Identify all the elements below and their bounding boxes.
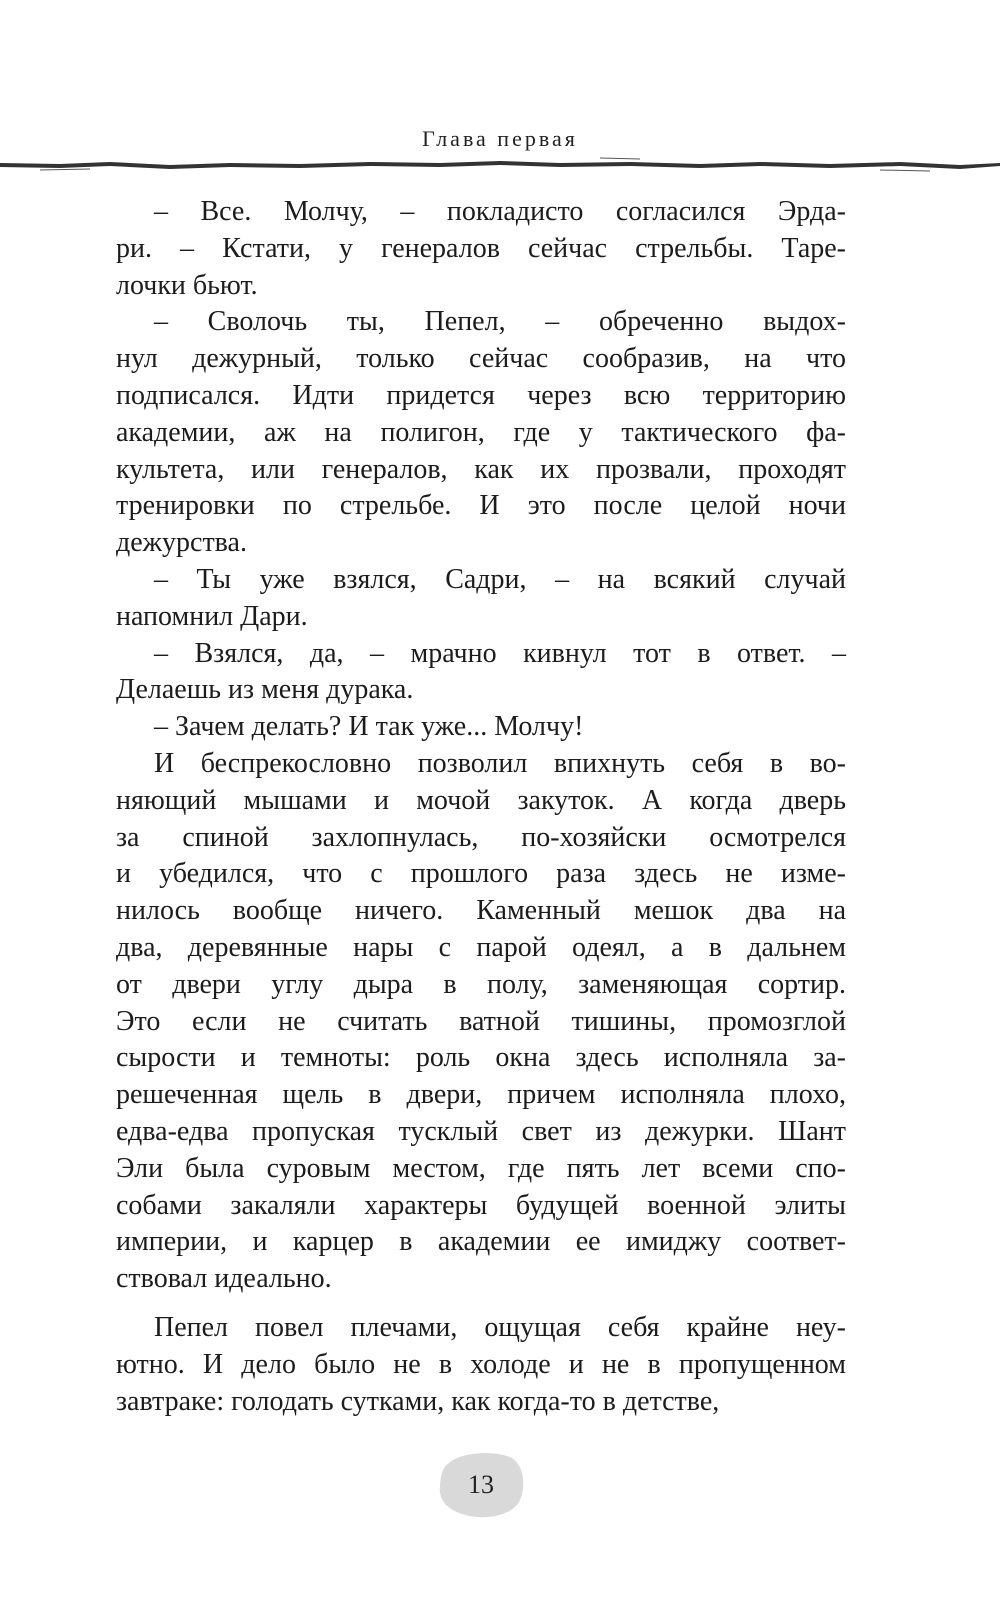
page-footer xyxy=(0,1450,1000,1520)
text-line: два, деревянные нары с парой одеял, а в дальнем xyxy=(116,931,846,963)
text-line: лочки бьют. xyxy=(116,269,258,301)
paragraph xyxy=(116,709,846,746)
text-line: напомнил Дари. xyxy=(116,600,308,632)
text-line: ри. – Кстати, у генералов сейчас стрельбы. Таре- xyxy=(116,232,846,264)
text-line: ютно. И дело было не в холоде и не в пропущенном xyxy=(116,1348,846,1380)
paragraph xyxy=(116,1310,846,1420)
text-line: сырости и темноты: роль окна здесь исполняла за- xyxy=(116,1042,846,1074)
text-line: тренировки по стрельбе. И это после целой ночи xyxy=(116,490,846,522)
torn-edge-divider-icon xyxy=(0,150,1000,180)
paragraph xyxy=(116,304,846,562)
text-line: от двери углу дыра в полу, заменяющая сортир. xyxy=(116,968,846,1000)
text-line: нул дежурный, только сейчас сообразив, на что xyxy=(116,343,846,375)
body-text xyxy=(116,194,846,1420)
text-line: едва-едва пропуская тусклый свет из дежурки. Шант xyxy=(116,1115,846,1147)
text-line: И беспрекословно позволил впихнуть себя в во- xyxy=(154,747,846,779)
text-line: собами закаляли характеры будущей военной элиты xyxy=(116,1189,846,1221)
text-line: академии, аж на полигон, где у тактического фа- xyxy=(116,416,846,448)
text-line: империи, и карцер в академии ее имиджу соответ- xyxy=(116,1226,846,1258)
text-line: Эли была суровым местом, где пять лет всеми спо- xyxy=(116,1152,846,1184)
text-line: дежурства. xyxy=(116,527,247,559)
text-line: Это если не считать ватной тишины, промозглой xyxy=(116,1005,846,1037)
text-line: Делаешь из меня дурака. xyxy=(116,674,414,706)
text-line: – Все. Молчу, – покладисто согласился Эрда- xyxy=(154,196,846,227)
text-line: – Сволочь ты, Пепел, – обреченно выдох- xyxy=(154,306,846,338)
paragraph xyxy=(116,746,846,1298)
text-line: Пепел повел плечами, ощущая себя крайне неу- xyxy=(154,1311,846,1343)
paragraph xyxy=(116,636,846,710)
page-number: 13 xyxy=(468,1470,494,1499)
text-line: решеченная щель в двери, причем исполняла плохо, xyxy=(116,1079,846,1111)
text-line: подписался. Идти придется через всю территорию xyxy=(116,379,846,411)
chapter-title: Глава первая xyxy=(422,126,578,151)
text-line: нилось вообще ничего. Каменный мешок два на xyxy=(116,895,846,927)
text-line: и убедился, что с прошлого раза здесь не изме- xyxy=(116,858,846,890)
text-line: ствовал идеально. xyxy=(116,1263,332,1295)
text-line: – Зачем делать? И так уже... Молчу! xyxy=(154,711,584,743)
text-line: за спиной захлопнулась, по-хозяйски осмотрелся xyxy=(116,821,846,853)
paragraph-gap xyxy=(116,1298,846,1310)
text-line: культета, или генералов, как их прозвали, проходят xyxy=(116,453,846,485)
paragraph xyxy=(116,562,846,636)
paragraph xyxy=(116,194,846,304)
text-line: няющий мышами и мочой закуток. А когда дверь xyxy=(116,784,846,816)
text-line: – Ты уже взялся, Садри, – на всякий случай xyxy=(154,563,846,595)
text-line: – Взялся, да, – мрачно кивнул тот в ответ. – xyxy=(154,637,846,669)
text-line: завтраке: голодать сутками, как когда-то в детстве, xyxy=(116,1385,720,1417)
